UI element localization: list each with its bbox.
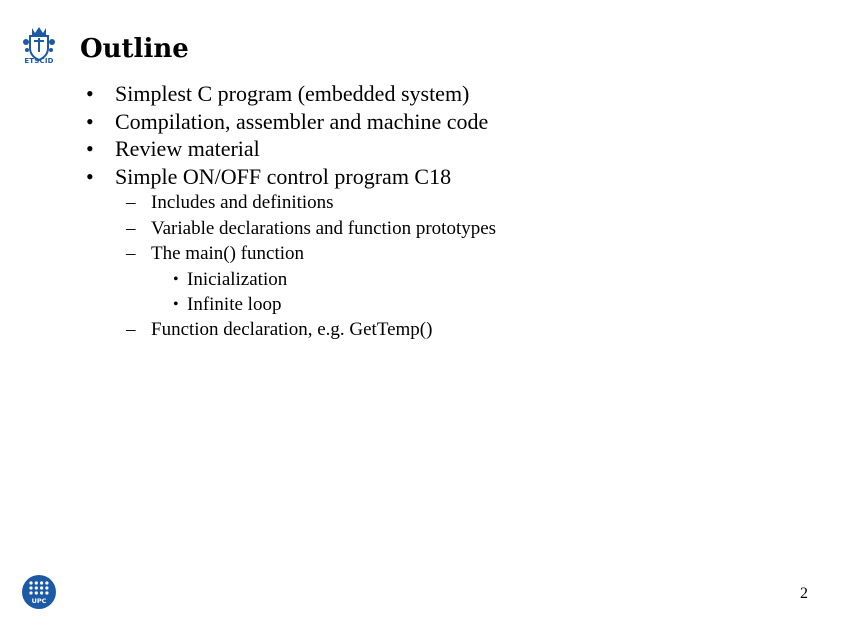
bullet-marker: • bbox=[86, 108, 94, 134]
bullet-marker: • bbox=[86, 136, 94, 161]
dash-marker: – bbox=[126, 217, 136, 239]
list-item-text: Simplest C program (embedded system) bbox=[115, 81, 470, 106]
bullet-marker: • bbox=[86, 81, 94, 106]
page-number: 2 bbox=[800, 585, 808, 602]
list-item-text: Simple ON/OFF control program C18 bbox=[115, 163, 452, 189]
sub-list bbox=[115, 190, 496, 342]
bullet-marker: • bbox=[173, 270, 179, 288]
sub-list-item-text: Function declaration, e.g. GetTemp() bbox=[151, 318, 433, 340]
sub-list-item bbox=[115, 216, 496, 242]
sub-list-item-text: Variable declarations and function prototypes bbox=[151, 217, 497, 239]
sub-sub-list-item bbox=[151, 267, 496, 292]
sub-list-item bbox=[115, 317, 496, 343]
list-item bbox=[86, 163, 496, 343]
sub-list-item bbox=[115, 190, 496, 216]
sub-sub-list-item-text: Infinite loop bbox=[187, 293, 282, 315]
sub-list-item-text: The main() function bbox=[151, 243, 305, 264]
list-item-text: Compilation, assembler and machine code bbox=[115, 108, 489, 134]
dash-marker: – bbox=[126, 318, 136, 340]
sub-sub-list bbox=[151, 267, 496, 317]
list-item bbox=[86, 80, 496, 108]
dash-marker: – bbox=[126, 192, 136, 213]
sub-sub-list-item-text: Inicialization bbox=[187, 268, 288, 290]
list-item-text: Review material bbox=[115, 136, 260, 161]
upc-logo-icon bbox=[21, 574, 57, 610]
bullet-marker: • bbox=[173, 295, 179, 313]
logo-bottom-label: UPC bbox=[31, 597, 47, 605]
bullet-marker: • bbox=[86, 163, 94, 189]
sub-list-item bbox=[115, 241, 496, 317]
slide-title: Outline bbox=[80, 34, 189, 64]
logo-top-label: ETSCID bbox=[24, 57, 54, 65]
sub-sub-list-item bbox=[151, 292, 496, 317]
sub-list-item-text: Includes and definitions bbox=[151, 192, 334, 213]
dash-marker: – bbox=[126, 243, 136, 264]
list-item bbox=[86, 108, 496, 136]
list-item bbox=[86, 135, 496, 163]
outline-list bbox=[86, 80, 496, 342]
